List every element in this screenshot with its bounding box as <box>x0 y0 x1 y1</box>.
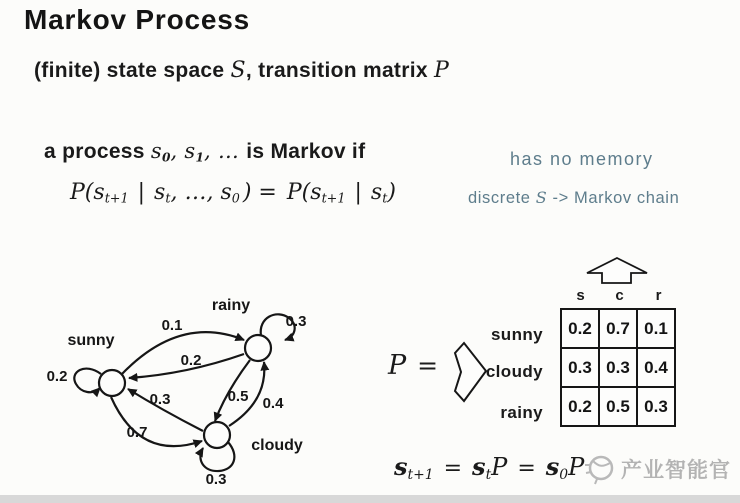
annotation-text: discrete <box>468 189 536 207</box>
math-s1-sub: 1 <box>195 150 204 165</box>
prob-cloudy-self: 0.3 <box>205 471 227 488</box>
prob-sunny-cloudy: 0.7 <box>126 424 148 441</box>
equals-sign: = <box>417 351 439 380</box>
page-title: Markov Process <box>24 4 250 35</box>
formula-term: P <box>491 453 508 481</box>
conditional-bar: | <box>137 180 146 205</box>
formula-equals: = <box>517 456 536 481</box>
matrix-cell: 0.4 <box>637 348 675 387</box>
process-text-2: is Markov if <box>246 140 366 163</box>
table-row <box>561 387 675 426</box>
annotation-has-no-memory: has no memory <box>510 149 654 169</box>
matrix-cell: 0.2 <box>561 387 599 426</box>
math-p-symbol: P <box>388 350 407 381</box>
matrix-cell: 0.3 <box>637 387 675 426</box>
formula-sub: 0 <box>559 466 569 483</box>
prob-cloudy-rainy: 0.4 <box>262 395 284 412</box>
annotation-math-s: S <box>535 188 548 207</box>
matrix-row-label-sunny: sunny <box>490 325 543 344</box>
formula-term: s <box>93 180 105 205</box>
prob-cloudy-sunny: 0.3 <box>149 391 171 408</box>
formula-term: s <box>545 452 560 481</box>
formula-equals: ) = <box>242 180 284 205</box>
formula-term: s <box>370 180 383 205</box>
transition-matrix-table <box>560 308 676 427</box>
subtitle-text-2: , transition matrix <box>245 59 434 82</box>
process-text-1: a process <box>44 140 151 163</box>
math-dots: , … <box>203 139 247 163</box>
table-row <box>561 309 675 348</box>
math-s1: s <box>184 139 196 163</box>
formula-sub: t <box>485 466 492 483</box>
matrix-cell: 0.5 <box>599 387 637 426</box>
formula-term: s <box>394 452 408 481</box>
matrix-row-label-rainy: rainy <box>500 403 543 422</box>
formula-term: P( <box>286 180 311 205</box>
prob-sunny-self: 0.2 <box>46 368 68 385</box>
math-s0-sub: 0 <box>161 150 171 165</box>
watermark-text: 产业智能官 <box>621 458 731 482</box>
table-row <box>561 348 675 387</box>
node-rainy <box>245 335 271 361</box>
watermark-logo-icon <box>583 451 617 487</box>
annotation-discrete-markov-chain <box>468 188 679 208</box>
formula-sub: t+1 <box>321 191 346 207</box>
markov-definition-line <box>44 139 365 164</box>
markov-property-formula <box>70 180 396 207</box>
formula-term: s <box>220 180 232 205</box>
state-transition-diagram <box>0 270 390 503</box>
selfloop-sunny <box>74 369 101 393</box>
formula-term: s <box>154 180 166 205</box>
formula-term: s <box>310 180 322 205</box>
math-state-space-symbol: S <box>230 58 246 83</box>
formula-sub: t <box>165 191 171 207</box>
matrix-col-header-c: c <box>615 287 624 304</box>
matrix-cell: 0.3 <box>599 348 637 387</box>
node-label-cloudy: cloudy <box>251 437 303 454</box>
formula-equals: = <box>443 456 463 481</box>
prob-rainy-cloudy: 0.5 <box>227 388 249 405</box>
formula-term: P( <box>70 180 94 205</box>
matrix-cell: 0.7 <box>599 309 637 348</box>
conditional-bar: | <box>354 180 362 205</box>
subtitle-line <box>34 58 449 83</box>
formula-sub: t+1 <box>104 191 129 207</box>
math-s0: s <box>150 139 162 163</box>
matrix-cell: 0.3 <box>561 348 599 387</box>
prob-sunny-rainy: 0.1 <box>161 317 183 334</box>
matrix-cell: 0.2 <box>561 309 599 348</box>
subtitle-text-1: (finite) state space <box>34 59 231 82</box>
formula-sub: t+1 <box>407 466 434 483</box>
node-sunny <box>99 370 125 396</box>
formula-dots: , …, <box>170 180 221 205</box>
watermark <box>583 451 731 487</box>
recurrence-formula <box>394 452 584 483</box>
bottom-divider-bar <box>0 495 740 503</box>
formula-sub: t <box>382 191 388 207</box>
matrix-row-label-cloudy: cloudy <box>485 362 543 381</box>
formula-term: s <box>472 452 486 481</box>
prob-rainy-sunny: 0.2 <box>180 352 202 369</box>
annotation-text: -> Markov chain <box>547 189 680 207</box>
math-sep: , <box>170 139 185 163</box>
matrix-col-header-s: s <box>576 287 585 304</box>
formula-term: ) <box>387 180 396 205</box>
formula-term: P <box>568 453 585 481</box>
matrix-cell: 0.1 <box>637 309 675 348</box>
matrix-col-header-r: r <box>655 287 662 304</box>
prob-rainy-self: 0.3 <box>285 313 307 330</box>
node-cloudy <box>204 422 230 448</box>
formula-sub: 0 <box>231 191 240 207</box>
node-label-rainy: rainy <box>211 297 251 314</box>
node-label-sunny: sunny <box>67 332 115 349</box>
math-transition-matrix-symbol: P <box>433 58 450 83</box>
up-arrow-icon <box>584 256 650 285</box>
